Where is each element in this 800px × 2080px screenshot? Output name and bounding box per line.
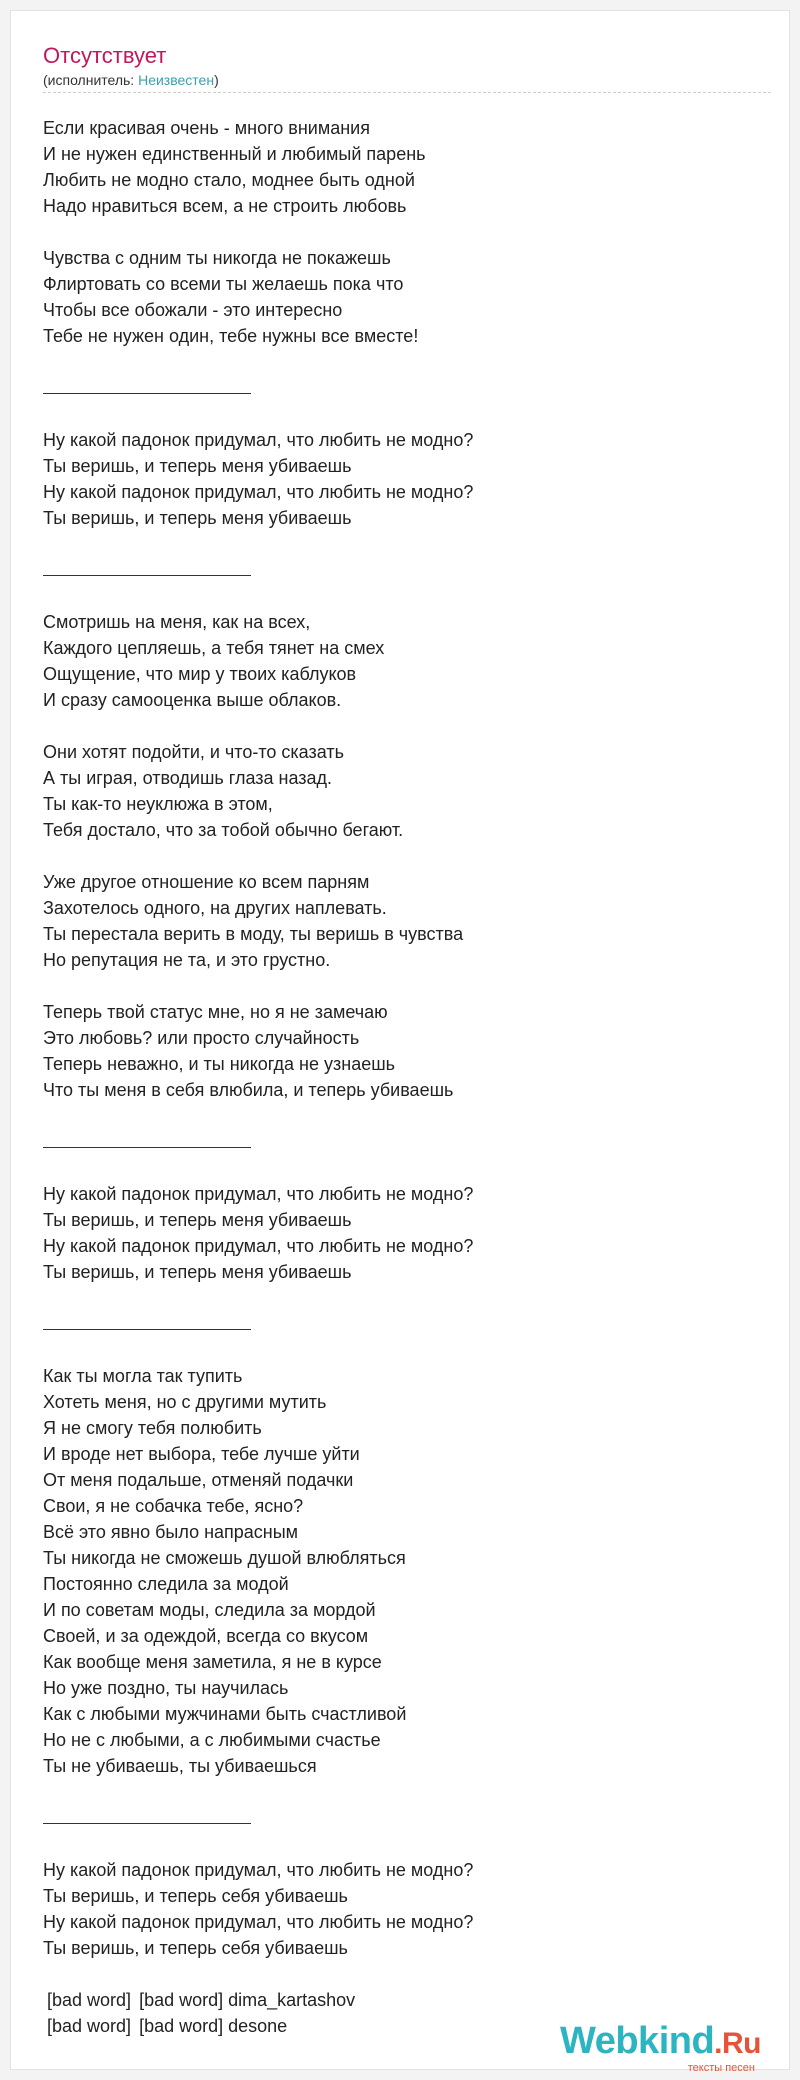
lyric-line: Что ты меня в себя влюбила, и теперь убиваешь: [43, 1080, 454, 1100]
divider-rule: [43, 1823, 251, 1824]
artist-link[interactable]: Неизвестен: [138, 72, 215, 88]
artist-prefix: (исполнитель:: [43, 72, 139, 88]
lyric-line: Ты веришь, и теперь меня убиваешь: [43, 1262, 352, 1282]
section-divider: [43, 1805, 763, 1831]
lyric-line: Свои, я не собачка тебе, ясно?: [43, 1496, 304, 1516]
lyric-line: Уже другое отношение ко всем парням: [43, 872, 370, 892]
lyric-line: Ты веришь, и теперь меня убиваешь: [43, 508, 352, 528]
blank-line: [43, 1285, 763, 1311]
site-logo[interactable]: [560, 2021, 761, 2074]
credit-item: [bad word] desone: [139, 2016, 288, 2036]
blank-line: [43, 713, 763, 739]
lyric-line: Тебя достало, что за тобой обычно бегают.: [43, 820, 404, 840]
lyric-line: Любить не модно стало, моднее быть одной: [43, 170, 415, 190]
logo-main-text: Webkind: [560, 2020, 715, 2062]
lyric-line: Ну какой падонок придумал, что любить не модно?: [43, 1912, 474, 1932]
lyric-line: И сразу самооценка выше облаков.: [43, 690, 342, 710]
lyric-line: Своей, и за одеждой, всегда со вкусом: [43, 1626, 369, 1646]
section-divider: [43, 557, 763, 583]
blank-line: [43, 1337, 763, 1363]
divider-rule: [43, 393, 251, 394]
blank-line: [43, 1779, 763, 1805]
lyric-line: Чувства с одним ты никогда не покажешь: [43, 248, 391, 268]
lyric-line: Как с любыми мужчинами быть счастливой: [43, 1704, 407, 1724]
lyric-line: Тебе не нужен один, тебе нужны все вместе!: [43, 326, 419, 346]
song-title: Отсутствует: [43, 43, 167, 68]
lyric-line: Надо нравиться всем, а не строить любовь: [43, 196, 407, 216]
lyric-line: Если красивая очень - много внимания: [43, 118, 370, 138]
credit-row: [47, 1987, 355, 2013]
artist-suffix: ): [214, 72, 219, 88]
lyric-line: Но уже поздно, ты научилась: [43, 1678, 289, 1698]
lyric-line: Они хотят подойти, и что-то сказать: [43, 742, 344, 762]
lyric-line: От меня подальше, отменяй подачки: [43, 1470, 354, 1490]
blank-line: [43, 349, 763, 375]
logo-tld: .Ru: [714, 2027, 761, 2060]
blank-line: [43, 401, 763, 427]
lyric-line: Но репутация не та, и это грустно.: [43, 950, 331, 970]
lyric-line: Ты перестала верить в моду, ты веришь в чувства: [43, 924, 464, 944]
lyric-line: Хотеть меня, но с другими мутить: [43, 1392, 327, 1412]
artist-line: [43, 71, 771, 93]
blank-line: [43, 531, 763, 557]
lyric-line: Ты никогда не сможешь душой влюбляться: [43, 1548, 406, 1568]
lyric-line: Ну какой падонок придумал, что любить не модно?: [43, 1236, 474, 1256]
blank-line: [43, 973, 763, 999]
blank-line: [43, 1155, 763, 1181]
lyric-line: Это любовь? или просто случайность: [43, 1028, 360, 1048]
logo-wordmark: [560, 2021, 761, 2064]
blank-line: [43, 1103, 763, 1129]
divider-rule: [43, 1147, 251, 1148]
lyric-line: И вроде нет выбора, тебе лучше уйти: [43, 1444, 360, 1464]
lyric-line: Всё это явно было напрасным: [43, 1522, 299, 1542]
lyric-line: Ты веришь, и теперь себя убиваешь: [43, 1886, 348, 1906]
song-header: [43, 43, 771, 93]
credit-item: [bad word]: [47, 2016, 132, 2036]
blank-line: [43, 583, 763, 609]
lyric-line: Ну какой падонок придумал, что любить не модно?: [43, 1184, 474, 1204]
lyric-line: Постоянно следила за модой: [43, 1574, 289, 1594]
lyric-line: Я не смогу тебя полюбить: [43, 1418, 262, 1438]
lyric-line: Ты веришь, и теперь меня убиваешь: [43, 1210, 352, 1230]
lyric-line: Как ты могла так тупить: [43, 1366, 243, 1386]
lyric-line: Ощущение, что мир у твоих каблуков: [43, 664, 357, 684]
lyric-line: И по советам моды, следила за мордой: [43, 1600, 376, 1620]
section-divider: [43, 1129, 763, 1155]
section-divider: [43, 1311, 763, 1337]
logo-tagline: тексты песен: [687, 2062, 755, 2074]
page-card: [10, 10, 790, 2074]
lyric-line: Флиртовать со всеми ты желаешь пока что: [43, 274, 404, 294]
section-divider: [43, 375, 763, 401]
divider-rule: [43, 1329, 251, 1330]
blank-line: [43, 1831, 763, 1857]
lyric-line: И не нужен единственный и любимый парень: [43, 144, 426, 164]
lyric-line: Ну какой падонок придумал, что любить не модно?: [43, 1860, 474, 1880]
lyric-line: Захотелось одного, на других наплевать.: [43, 898, 387, 918]
lyric-line: Теперь неважно, и ты никогда не узнаешь: [43, 1054, 396, 1074]
lyric-line: Смотришь на меня, как на всех,: [43, 612, 311, 632]
credit-item: [bad word]: [47, 1990, 132, 2010]
lyric-line: Ну какой падонок придумал, что любить не модно?: [43, 430, 474, 450]
blank-line: [43, 843, 763, 869]
lyric-line: Как вообще меня заметила, я не в курсе: [43, 1652, 382, 1672]
lyric-line: Ну какой падонок придумал, что любить не модно?: [43, 482, 474, 502]
lyric-line: Ты веришь, и теперь меня убиваешь: [43, 456, 352, 476]
lyric-line: А ты играя, отводишь глаза назад.: [43, 768, 333, 788]
lyric-line: Каждого цепляешь, а тебя тянет на смех: [43, 638, 385, 658]
lyric-line: Ты не убиваешь, ты убиваешься: [43, 1756, 317, 1776]
divider-rule: [43, 575, 251, 576]
lyric-line: Чтобы все обожали - это интересно: [43, 300, 343, 320]
lyric-line: Ты веришь, и теперь себя убиваешь: [43, 1938, 348, 1958]
lyrics-body: [43, 115, 763, 1961]
credits: [47, 1987, 355, 2039]
blank-line: [43, 219, 763, 245]
lyric-line: Ты как-то неуклюжа в этом,: [43, 794, 273, 814]
lyric-line: Теперь твой статус мне, но я не замечаю: [43, 1002, 388, 1022]
credit-row: [47, 2013, 355, 2039]
lyric-line: Но не с любыми, а с любимыми счастье: [43, 1730, 381, 1750]
credit-item: [bad word] dima_kartashov: [139, 1990, 356, 2010]
